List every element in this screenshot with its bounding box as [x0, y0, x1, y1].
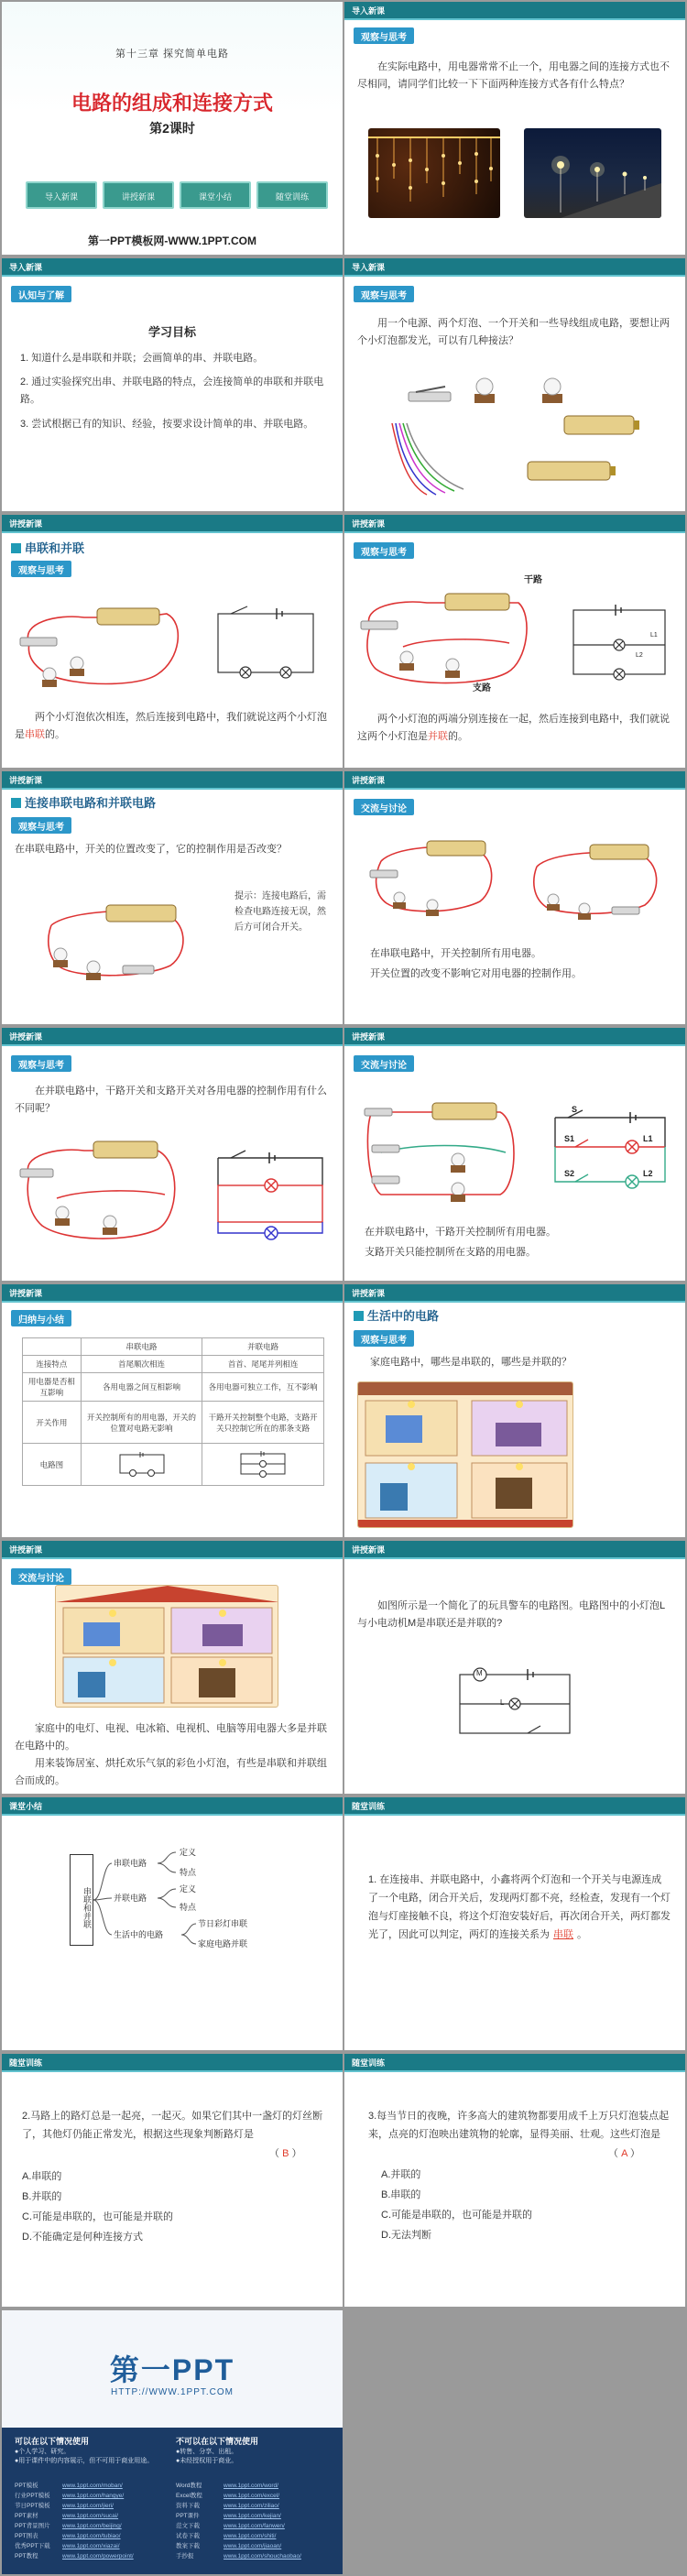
- leaf-item: 家庭电路并联: [198, 1939, 248, 1948]
- string-lights-graphic: [368, 128, 500, 218]
- observe-tag: 观察与思考: [354, 27, 414, 44]
- slide-header: [2, 258, 343, 275]
- series-conclusion-2: 开关位置的改变不影响它对用电器的控制作用。: [370, 968, 582, 979]
- resource-link[interactable]: [176, 2521, 332, 2531]
- header-line: [2, 1301, 343, 1303]
- header-line: [2, 2070, 343, 2072]
- resource-link-url[interactable]: www.1ppt.com/beijing/: [62, 2523, 122, 2529]
- intro-body: 在实际电路中，用电器常常不止一个，用电器之间的连接方式也不尽相同，请同学们比较一下下面两种连接方式各有什么特点？: [357, 61, 670, 90]
- section-title-text: 串联和并联: [25, 541, 85, 555]
- l1-label: L1: [650, 632, 658, 639]
- header-label: 讲授新课: [9, 776, 43, 785]
- resource-link-url[interactable]: www.1ppt.com/moban/: [62, 2483, 123, 2489]
- option-b: B.并联的: [22, 2191, 62, 2202]
- parallel-conclusion-1: 在并联电路中，干路开关控制所有用电器。: [365, 1227, 556, 1238]
- parallel-def-end: 的。: [448, 731, 468, 742]
- header-line: [344, 531, 685, 533]
- resource-link-label: PPT课件: [176, 2513, 200, 2519]
- resource-link[interactable]: [15, 2541, 170, 2551]
- table-header-cell: [23, 1338, 82, 1356]
- header-label: 讲授新课: [9, 1289, 43, 1298]
- chapter-label: 第十三章 探究简单电路: [114, 49, 230, 60]
- leaf-item: 特点: [180, 1903, 197, 1912]
- cannot-use-item: ●转售、分享、出租。: [176, 2449, 238, 2455]
- can-use-item: ●用于课件中的内容展示，但不可用于商业用途。: [15, 2458, 154, 2464]
- series-mini-diagram: [114, 1451, 169, 1477]
- discuss-tag: 交流与讨论: [11, 1568, 71, 1585]
- house-graphic-2: [56, 1586, 278, 1708]
- slide-series-discussion: [344, 771, 685, 1024]
- resource-link-label: PPT图表: [15, 2533, 38, 2539]
- slide-parallel: [344, 515, 685, 768]
- resource-link-label: Excel教程: [176, 2493, 202, 2499]
- branch-life: 生活中的电路: [114, 1930, 164, 1939]
- home-conclusion-2: 用来装饰居室、烘托欢乐气氛的彩色小灯泡，有些是串联和并联组合而成的。: [15, 1758, 327, 1786]
- header-label: 随堂训练: [352, 2058, 386, 2068]
- resource-link[interactable]: [15, 2481, 170, 2491]
- table-cell: 连接特点: [23, 1356, 82, 1373]
- resource-link-label: 手抄报: [176, 2553, 194, 2560]
- table-cell: 首首、尾尾并列相连: [202, 1356, 324, 1373]
- header-label: 课堂小结: [9, 1802, 43, 1811]
- parallel-switch-diagram: [218, 1151, 322, 1239]
- header-line: [2, 1557, 343, 1559]
- resource-link-label: 行业PPT模板: [15, 2493, 50, 2499]
- observe-tag: 观察与思考: [11, 817, 71, 834]
- understand-tag: 认知与了解: [11, 286, 71, 302]
- slide-intro-observe: [344, 2, 685, 255]
- resource-link-url[interactable]: www.1ppt.com/xiazai/: [62, 2543, 120, 2549]
- table-cell: 用电器是否相互影响: [23, 1373, 82, 1402]
- practice-1-answer: 串联: [553, 1929, 573, 1940]
- observe-tag: 观察与思考: [354, 542, 414, 559]
- resource-link-label: PPT背景图片: [15, 2523, 50, 2529]
- label-s2: S2: [564, 1169, 575, 1178]
- goals-heading: 学习目标: [147, 325, 196, 339]
- slide-parallel-switch: [2, 1028, 343, 1281]
- label-l2: L2: [643, 1169, 653, 1178]
- goal-item-3: 3. 尝试根据已有的知识、经验，按要求设计简单的串、并联电路。: [20, 419, 314, 430]
- main-line-label: 干路: [524, 575, 542, 585]
- components-illustration: [344, 366, 685, 504]
- resource-link-url[interactable]: www.1ppt.com/jieri/: [62, 2503, 114, 2509]
- nav-lecture-button[interactable]: 讲授新课: [103, 181, 174, 209]
- header-line: [344, 788, 685, 790]
- section-title-text: 连接串联电路和并联电路: [25, 796, 157, 810]
- parallel-def-text: 两个小灯泡的两端分别连接在一起，然后连接到电路中，我们就说这两个小灯泡是: [357, 714, 670, 742]
- section-title: [354, 1306, 439, 1324]
- series-definition: [15, 709, 332, 744]
- table-header-cell: 串联电路: [81, 1338, 202, 1356]
- resource-link-url[interactable]: www.1ppt.com/word/: [224, 2483, 278, 2489]
- can-use-title: 可以在以下情况使用: [15, 2437, 90, 2446]
- switch-position-illustration: [344, 824, 685, 925]
- resource-link[interactable]: [15, 2531, 170, 2541]
- wires-icon: [392, 423, 463, 495]
- discuss-tag: 交流与讨论: [354, 1055, 414, 1072]
- empty-panel: [344, 2310, 685, 2574]
- resource-link[interactable]: [176, 2491, 332, 2501]
- header-label: 讲授新课: [352, 519, 386, 529]
- brand-url[interactable]: HTTP://WWW.1PPT.COM: [111, 2387, 234, 2397]
- resource-link[interactable]: [15, 2501, 170, 2511]
- discuss-tag: 交流与讨论: [354, 799, 414, 815]
- table-cell: 各用电器之间互相影响: [81, 1373, 202, 1402]
- resource-link-label: PPT素材: [15, 2513, 38, 2519]
- option-b: B.串联的: [381, 2189, 421, 2200]
- label-s: S: [572, 1105, 578, 1114]
- resource-link-url[interactable]: www.1ppt.com/shouchaobao/: [224, 2553, 301, 2560]
- table-cell: 干路开关控制整个电路，支路开关只控制它所在的那条支路: [202, 1402, 324, 1444]
- header-label: 随堂训练: [9, 2058, 43, 2068]
- resource-link[interactable]: [176, 2551, 332, 2561]
- header-label: 讲授新课: [9, 519, 43, 529]
- resource-link[interactable]: [15, 2551, 170, 2561]
- parallel-mini-diagram: [235, 1450, 290, 1478]
- goal-item-2: 2. 通过实验探究出串、并联电路的特点，会连接简单的串联和并联电路。: [20, 377, 324, 405]
- street-lights-photo: [524, 128, 661, 218]
- parallel-keyword: 并联: [428, 731, 448, 742]
- slide-header: [2, 2054, 343, 2070]
- resource-link-url[interactable]: www.1ppt.com/jiaoan/: [224, 2543, 282, 2549]
- resource-link-label: 试卷下载: [176, 2533, 200, 2539]
- slide-header: [344, 258, 685, 275]
- table-header-cell: 并联电路: [202, 1338, 324, 1356]
- components-body: 用一个电源、两个灯泡、一个开关和一些导线组成电路，要想让两个小灯泡都发光，可以有几种接法？: [357, 318, 670, 346]
- parallel-diagram-cell: [202, 1444, 324, 1486]
- section-square-icon: [11, 798, 21, 808]
- header-line: [344, 1557, 685, 1559]
- title-footer: 第一PPT模板网-WWW.1PPT.COM: [88, 235, 256, 247]
- header-label: 导入新课: [9, 263, 43, 272]
- resource-link-url[interactable]: www.1ppt.com/kejian/: [224, 2513, 281, 2519]
- lamp-label: L: [500, 1698, 505, 1707]
- resource-link-url[interactable]: www.1ppt.com/fanwen/: [224, 2523, 285, 2529]
- parallel-conclusion-2: 支路开关只能控制所在支路的用电器。: [365, 1247, 536, 1258]
- house-graphic: [358, 1382, 573, 1528]
- nav-intro-button[interactable]: 导入新课: [26, 181, 97, 209]
- mind-map-root-text: 串联和并联: [82, 1886, 92, 1928]
- resource-link-url[interactable]: www.1ppt.com/hangye/: [62, 2493, 125, 2499]
- slide-header: [2, 1028, 343, 1044]
- section-square-icon: [354, 1311, 364, 1321]
- summary-tag: 归纳与小结: [11, 1310, 71, 1326]
- slide-header: [344, 1797, 685, 1814]
- motor-label: M: [476, 1669, 483, 1677]
- resource-link[interactable]: [176, 2501, 332, 2511]
- slide-header: [2, 1541, 343, 1557]
- practice-1-text: 1. 在连接串、并联电路中，小鑫将两个灯泡和一个开关与电源连成了一个电路，闭合开关后，发现两灯都不亮，经检查，发现有一个灯泡与灯座接触不良，将这个灯泡安装好后，再次闭合开关，两灯都发光了，因此可以判定，两灯的连接关系为: [368, 1874, 671, 1940]
- resource-links-left: [15, 2481, 170, 2561]
- header-line: [344, 1301, 685, 1303]
- practice-2-answer: （ B ）: [269, 2148, 302, 2159]
- toy-car-diagram: [344, 1656, 685, 1748]
- home-conclusion-1: 家庭中的电灯、电视、电冰箱、电视机、电脑等用电器大多是并联在电路中的。: [15, 1723, 327, 1752]
- table-cell: 开关控制所有的用电器，开关的位置对电路无影响: [81, 1402, 202, 1444]
- house-illustration: [357, 1381, 573, 1528]
- slide-life-circuits: [344, 1284, 685, 1537]
- goal-item-1: 1. 知道什么是串联和并联；会画简单的串、并联电路。: [20, 353, 264, 364]
- parallel-circuit-illustration: [344, 570, 685, 698]
- resource-link-label: 资料下载: [176, 2503, 200, 2509]
- battery-icon: [564, 416, 639, 434]
- observe-tag: 观察与思考: [11, 1055, 71, 1072]
- option-a: A.并联的: [381, 2169, 421, 2180]
- battery-icon: [528, 462, 616, 480]
- series-circuit-diagram: [218, 606, 313, 678]
- slide-connect-circuits: [2, 771, 343, 1024]
- header-label: 讲授新课: [9, 1032, 43, 1042]
- table-cell: 开关作用: [23, 1402, 82, 1444]
- cannot-use-item: ●未经授权用于商业。: [176, 2458, 238, 2464]
- header-line: [2, 1814, 343, 1816]
- home-question: 家庭电路中，哪些是串联的，哪些是并联的？: [370, 1357, 572, 1368]
- slide-header: [344, 2054, 685, 2070]
- section-title: [11, 793, 156, 811]
- branch-label: 支路: [473, 683, 491, 693]
- parallel-definition: [357, 711, 674, 746]
- toy-car-question: 如图所示是一个简化了的玩具警车的电路图。电路图中的小灯泡L与小电动机M是串联还是并联的?: [357, 1600, 666, 1629]
- series-keyword: 串联: [25, 729, 45, 740]
- header-line: [2, 788, 343, 790]
- string-lights-photo: [368, 128, 500, 218]
- header-label: 导入新课: [352, 263, 386, 272]
- series-def-text: 两个小灯泡依次相连，然后连接到电路中，我们就说这两个小灯泡是: [15, 712, 327, 740]
- resource-link-url[interactable]: www.1ppt.com/powerpoint/: [62, 2553, 134, 2560]
- slide-header: [344, 771, 685, 788]
- resource-link[interactable]: [176, 2531, 332, 2541]
- table-row: [23, 1444, 324, 1486]
- table-header-row: [23, 1338, 324, 1356]
- header-label: 讲授新课: [352, 776, 386, 785]
- option-a: A.串联的: [22, 2171, 62, 2182]
- section-title: [11, 539, 84, 556]
- table-row: [23, 1373, 324, 1402]
- option-d: D.无法判断: [381, 2230, 431, 2241]
- slide-toy-car: [344, 1541, 685, 1794]
- resource-link[interactable]: [15, 2491, 170, 2501]
- branch-series: 串联电路: [114, 1859, 147, 1868]
- branch-switch-illustration: [344, 1075, 685, 1204]
- branch-parallel: 并联电路: [114, 1894, 147, 1903]
- practice-3-question: 3.每当节日的夜晚，许多高大的建筑物都要用成千上万只灯泡装点起来，点亮的灯泡映出建筑物的轮廓，显得美丽、壮观。这些灯泡是: [368, 2111, 670, 2140]
- leaf-item: 定义: [180, 1884, 197, 1894]
- brand-logo: 第一PPT: [109, 2353, 235, 2386]
- header-line: [344, 1814, 685, 1816]
- resource-link-label: PPT模板: [15, 2483, 38, 2489]
- table-cell: 各用电器可独立工作，互不影响: [202, 1373, 324, 1402]
- slide-header: [344, 2, 685, 18]
- header-line: [344, 18, 685, 20]
- slide-practice-1: [344, 1797, 685, 2050]
- slide-title: [2, 2, 343, 255]
- header-label: 随堂训练: [352, 1802, 386, 1811]
- table-cell: 电路图: [23, 1444, 82, 1486]
- resource-link[interactable]: [15, 2521, 170, 2531]
- practice-2-answer-value: B: [282, 2148, 289, 2159]
- header-label: 讲授新课: [352, 1545, 386, 1555]
- comparison-table: [22, 1337, 324, 1486]
- lesson-subtitle: 第2课时: [149, 121, 195, 136]
- parallel-switch-question: 在并联电路中，干路开关和支路开关对各用电器的控制作用有什么不同呢？: [15, 1086, 327, 1114]
- slide-learning-goals: [2, 258, 343, 511]
- house-illustration-2: [55, 1585, 278, 1708]
- practice-1-end: 。: [577, 1929, 587, 1940]
- slide-mind-map: [2, 1797, 343, 2050]
- observe-tag: 观察与思考: [11, 561, 71, 577]
- header-line: [344, 275, 685, 277]
- slide-header: [344, 1541, 685, 1557]
- slide-header: [344, 1284, 685, 1301]
- lesson-title: 电路的组成和连接方式: [71, 92, 273, 115]
- parallel-switch-illustration: [2, 1125, 343, 1253]
- resource-link-url[interactable]: www.1ppt.com/sucai/: [62, 2513, 119, 2519]
- resource-link-url[interactable]: www.1ppt.com/excel/: [224, 2493, 280, 2499]
- practice-3-answer-value: A: [621, 2148, 627, 2159]
- slide-header: [2, 515, 343, 531]
- leaf-item: 节日彩灯串联: [198, 1919, 248, 1928]
- header-line: [2, 531, 343, 533]
- section-title-text: 生活中的电路: [367, 1309, 440, 1323]
- option-d: D.不能确定是何种连接方式: [22, 2232, 143, 2243]
- header-label: 讲授新课: [352, 1289, 386, 1298]
- resource-link-label: 范文下载: [176, 2523, 200, 2529]
- table-row: [23, 1402, 324, 1444]
- series-circuit-illustration: [2, 586, 343, 696]
- series-conclusion-1: 在串联电路中，开关控制所有用电器。: [370, 948, 541, 959]
- resource-link-label: Word教程: [176, 2483, 202, 2489]
- slide-summary-table: [2, 1284, 343, 1537]
- header-line: [344, 2070, 685, 2072]
- leaf-item: 定义: [180, 1848, 197, 1857]
- slide-header: [2, 771, 343, 788]
- slide-header: [344, 515, 685, 531]
- series-switch-illustration: [15, 889, 225, 980]
- nav-practice-button[interactable]: 随堂训练: [256, 181, 328, 209]
- header-label: 讲授新课: [352, 1032, 386, 1042]
- resource-link-label: PPT教程: [15, 2553, 38, 2560]
- series-def-end: 的。: [45, 729, 65, 740]
- resource-link-label: 节日PPT模板: [15, 2503, 50, 2509]
- slide-home-discussion: [2, 1541, 343, 1794]
- header-label: 讲授新课: [9, 1545, 43, 1555]
- cannot-use-title: 不可以在以下情况使用: [176, 2437, 259, 2446]
- slide-header: [344, 1028, 685, 1044]
- header-label: 导入新课: [352, 6, 386, 16]
- resource-link[interactable]: [176, 2541, 332, 2551]
- bulb-icon: [542, 378, 562, 403]
- resource-link-label: 优秀PPT下载: [15, 2543, 50, 2549]
- can-use-item: ●个人学习、研究。: [15, 2449, 71, 2455]
- nav-summary-button[interactable]: 课堂小结: [180, 181, 251, 209]
- safety-tip: 提示：连接电路后，需检查电路连接无误，然后方可闭合开关。: [234, 891, 326, 933]
- slide-components: [344, 258, 685, 511]
- resource-links-right: [176, 2481, 332, 2561]
- option-c: C.可能是串联的，也可能是并联的: [381, 2210, 532, 2221]
- resource-link[interactable]: [15, 2511, 170, 2521]
- resource-link-url[interactable]: www.1ppt.com/tubiao/: [62, 2533, 121, 2539]
- resource-link-url[interactable]: www.1ppt.com/shiti/: [224, 2533, 277, 2539]
- header-line: [2, 1044, 343, 1046]
- slide-practice-2: [2, 2054, 343, 2307]
- switch-icon: [409, 387, 451, 401]
- leaf-item: 特点: [180, 1868, 197, 1877]
- mind-map-lines: [2, 1839, 343, 1968]
- slide-series: [2, 515, 343, 768]
- header-line: [344, 1044, 685, 1046]
- header-line: [2, 275, 343, 277]
- slide-practice-3: [344, 2054, 685, 2307]
- section-square-icon: [11, 543, 21, 553]
- bulb-icon: [474, 378, 495, 403]
- slide-brand: [2, 2310, 343, 2574]
- observe-tag: 观察与思考: [354, 286, 414, 302]
- resource-link[interactable]: [176, 2481, 332, 2491]
- series-diagram-cell: [81, 1444, 202, 1486]
- resource-link[interactable]: [176, 2511, 332, 2521]
- resource-link-label: 教案下载: [176, 2543, 200, 2549]
- slide-header: [2, 1797, 343, 1814]
- practice-1-question: [368, 1871, 671, 1944]
- table-cell: 首尾顺次相连: [81, 1356, 202, 1373]
- label-s1: S1: [564, 1134, 575, 1143]
- street-lights-graphic: [524, 128, 661, 218]
- practice-2-question: 2.马路上的路灯总是一起亮，一起灭。如果它们其中一盏灯的灯丝断了，其他灯仍能正常发光，根据这些现象判断路灯是: [22, 2111, 323, 2140]
- table-row: [23, 1356, 324, 1373]
- option-c: C.可能是串联的，也可能是并联的: [22, 2211, 173, 2222]
- switch-question: 在串联电路中，开关的位置改变了，它的控制作用是否改变？: [15, 844, 287, 855]
- practice-3-answer: （ A ）: [608, 2148, 640, 2159]
- resource-link-url[interactable]: www.1ppt.com/ziliao/: [224, 2503, 279, 2509]
- observe-tag: 观察与思考: [354, 1330, 414, 1347]
- l2-label: L2: [636, 652, 643, 659]
- slide-parallel-discussion: [344, 1028, 685, 1281]
- slide-header: [2, 1284, 343, 1301]
- parallel-circuit-diagram: [573, 605, 665, 680]
- label-l1: L1: [643, 1134, 653, 1143]
